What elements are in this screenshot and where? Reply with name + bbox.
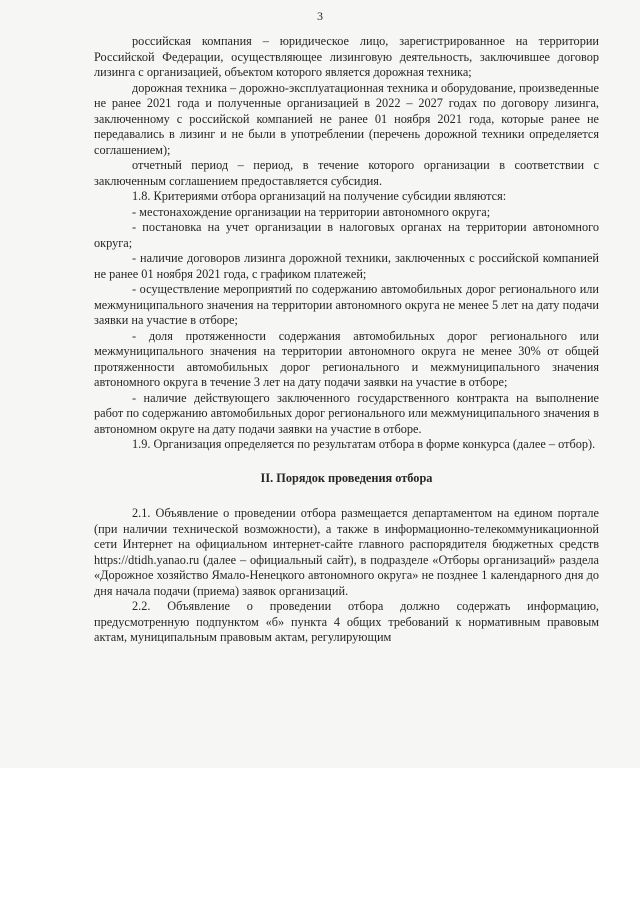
paragraph-2-2-announcement-content: 2.2. Объявление о проведении отбора должно содержать информацию, предусмотренную подпунктом «б» пункта 4 общих требований к нормативным правовым актам, муниципальным правовым актам, регулирующим xyxy=(94,599,599,644)
paragraph-definition-reporting-period: отчетный период – период, в течение которого организации в соответствии с заключенным соглашением предоставляется субсидия. xyxy=(94,158,599,188)
paragraph-1-8-criteria: 1.8. Критериями отбора организаций на получение субсидии являются: xyxy=(132,189,507,203)
section-title: II. Порядок проведения отбора xyxy=(260,470,433,485)
criteria-item-state-contract: - наличие действующего заключенного государственного контракта на выполнение работ по содержанию автомобильных дорог регионального или межмуниципального значения в автономном округе на дату подачи заявки на участие в отборе. xyxy=(94,390,599,436)
criteria-item-tax-registration: - постановка на учет организации в налоговых органах на территории автономного округа; xyxy=(94,220,599,250)
page-number: 3 xyxy=(317,9,323,23)
paragraph-definition-leasing-company: российская компания – юридическое лицо, зарегистрированное на территории Российской Федерации, осуществляющее лизинговую деятельность, заключившее договор лизинга с организацией, объектом которого является дорожная техника; xyxy=(94,34,599,79)
paragraph-1-9-selection: 1.9. Организация определяется по результатам отбора в форме конкурса (далее – отбор). xyxy=(132,437,596,451)
paragraph-definition-road-equipment: дорожная техника – дорожно-эксплуатационная техника и оборудование, произведенные не ранее 2021 года и полученные организацией в 2022 – 2027 годах по договору лизинга, заключенному с российской компанией не ранее 01 ноября 2021 года, которые ранее не передавались в лизинг и не были в употреблении (перечень дорожной техники определяется соглашением); xyxy=(94,80,599,157)
criteria-item-leasing-contracts: - наличие договоров лизинга дорожной техники, заключенных с российской компанией не ранее 01 ноября 2021 года, с графиком платежей; xyxy=(94,251,599,281)
criteria-item-location: - местонахождение организации на территории автономного округа; xyxy=(132,204,491,219)
criteria-item-length-share: - доля протяженности содержания автомобильных дорог регионального или межмуниципального значения на территории автономного округа не менее 30% от общей протяженности автомобильных дорог регионального и межмуниципального значения автономного округа в течение 3 лет на дату подачи заявки на участие в отборе; xyxy=(94,328,599,389)
page-body xyxy=(94,34,599,646)
paragraph-2-1-announcement: 2.1. Объявление о проведении отбора размещается департаментом на едином портале (при наличии технической возможности), а также в информационно-телекоммуникационной сети Интернет на официальном интернет-сайте главного распорядителя бюджетных средств https://dtidh.yanao.ru (далее – официальный сайт), в подразделе «Отборы организаций» раздела «Дорожное хозяйство Ямало-Ненецкого автономного округа» не позднее 1 календарного дня до дня начала подачи (приема) заявок организаций. xyxy=(94,506,599,598)
criteria-item-road-maintenance: - осуществление мероприятий по содержанию автомобильных дорог регионального или межмуниципального значения на территории автономного округа не менее 5 лет на дату подачи заявки на участие в отборе; xyxy=(94,282,599,327)
